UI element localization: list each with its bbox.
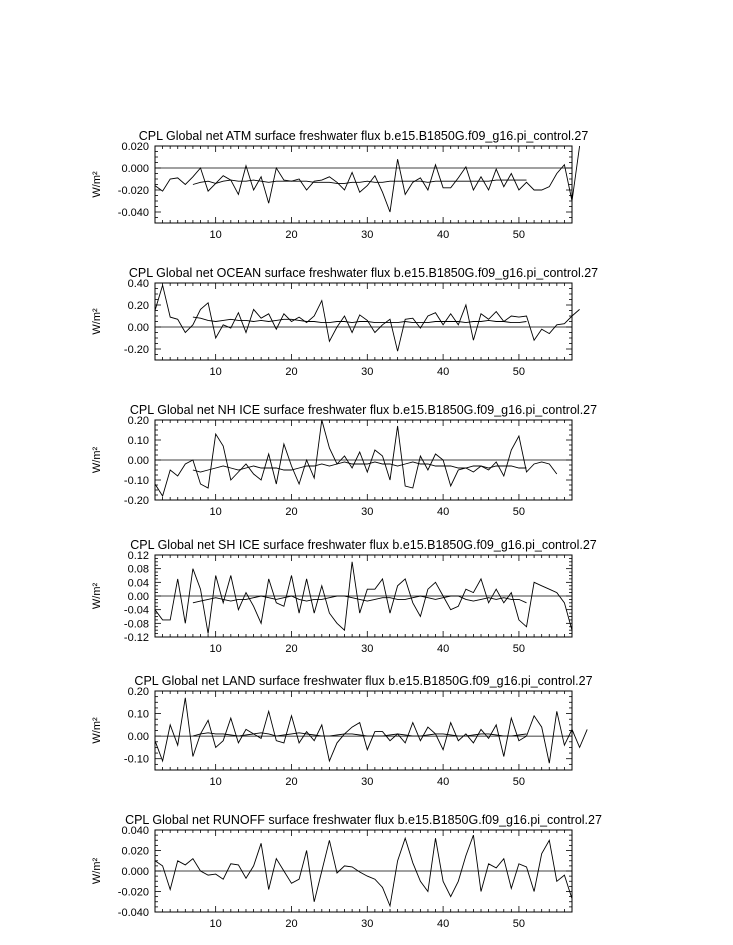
x-tick-label: 20	[285, 366, 298, 378]
series-line-running-mean	[193, 596, 527, 603]
x-tick-label: 30	[361, 643, 374, 655]
y-axis-label: W/m²	[91, 717, 103, 744]
y-tick-label: -0.020	[117, 185, 149, 197]
x-tick-label: 50	[512, 366, 526, 378]
x-tick-label: 10	[209, 229, 222, 241]
x-tick-label: 20	[285, 918, 298, 930]
y-tick-label: 0.040	[121, 825, 149, 837]
chart-panel-4	[91, 538, 597, 655]
y-tick-label: -0.040	[117, 207, 149, 219]
y-tick-label: 0.04	[127, 577, 149, 590]
y-tick-label: -0.12	[123, 632, 149, 644]
x-tick-label: 10	[209, 776, 222, 788]
series-line-annual	[155, 420, 557, 496]
y-tick-label: -0.020	[117, 886, 149, 899]
x-tick-label: 30	[361, 776, 374, 788]
y-tick-label: 0.10	[127, 435, 149, 447]
y-tick-label: -0.040	[117, 907, 149, 919]
y-tick-label: -0.10	[123, 753, 149, 766]
series-line-annual	[155, 698, 587, 763]
y-axis-label: W/m²	[91, 857, 103, 885]
y-tick-label: 0.10	[127, 708, 149, 721]
x-tick-label: 10	[209, 643, 222, 655]
x-tick-label: 40	[436, 776, 450, 788]
y-tick-label: -0.20	[123, 495, 149, 507]
x-tick-label: 40	[436, 918, 450, 930]
x-tick-label: 30	[361, 366, 374, 378]
y-tick-label: 0.40	[127, 278, 149, 290]
x-tick-label: 20	[285, 776, 298, 788]
plot-frame	[155, 691, 572, 770]
x-tick-label: 40	[436, 229, 450, 241]
chart-title: CPL Global net NH ICE surface freshwater flux b.e15.B1850G.f09_g16.pi_control.27	[129, 403, 598, 417]
chart-panel-5	[91, 674, 593, 788]
y-axis-label: W/m²	[91, 582, 103, 610]
x-tick-label: 40	[436, 366, 450, 378]
x-tick-label: 30	[361, 229, 374, 241]
chart-title: CPL Global net ATM surface freshwater flux b.e15.B1850G.f09_g16.pi_control.27	[138, 129, 589, 143]
x-tick-label: 50	[512, 229, 526, 241]
y-axis-label: W/m²	[91, 308, 103, 335]
y-tick-label: -0.08	[123, 618, 149, 631]
y-tick-label: 0.00	[127, 731, 149, 744]
y-tick-label: 0.20	[127, 686, 149, 698]
x-tick-label: 50	[512, 506, 526, 518]
series-line-annual	[155, 835, 572, 906]
y-axis-label: W/m²	[91, 171, 103, 198]
x-tick-label: 50	[512, 776, 526, 788]
y-tick-label: -0.04	[123, 604, 149, 617]
chart-panel-3	[91, 403, 597, 518]
y-tick-label: -0.10	[123, 475, 149, 487]
y-tick-label: -0.20	[123, 344, 149, 356]
y-tick-label: 0.00	[127, 455, 149, 467]
chart-title: CPL Global net LAND surface freshwater flux b.e15.B1850G.f09_g16.pi_control.27	[134, 674, 593, 688]
y-tick-label: 0.20	[127, 415, 149, 427]
chart-panel-1	[91, 129, 588, 241]
series-line-annual	[155, 146, 580, 212]
chart-title: CPL Global net SH ICE surface freshwater flux b.e15.B1850G.f09_g16.pi_control.27	[130, 538, 597, 552]
y-axis-label: W/m²	[91, 446, 103, 474]
chart-panel-2	[91, 266, 598, 378]
x-tick-label: 40	[436, 506, 450, 518]
chart-title: CPL Global net RUNOFF surface freshwater flux b.e15.B1850G.f09_g16.pi_control.27	[125, 813, 602, 827]
y-tick-label: 0.000	[121, 866, 149, 878]
x-tick-label: 20	[285, 506, 298, 518]
series-line-running-mean	[193, 317, 527, 323]
x-tick-label: 10	[209, 918, 222, 930]
y-tick-label: 0.08	[127, 563, 149, 576]
y-tick-label: 0.000	[121, 163, 149, 175]
x-tick-label: 50	[512, 918, 526, 930]
x-tick-label: 50	[512, 643, 526, 655]
x-tick-label: 30	[361, 918, 374, 930]
y-tick-label: 0.12	[127, 550, 149, 562]
series-line-annual	[155, 285, 580, 351]
y-tick-label: 0.00	[127, 322, 149, 334]
x-tick-label: 30	[361, 506, 374, 518]
x-tick-label: 20	[285, 643, 298, 655]
x-tick-label: 10	[209, 506, 222, 518]
x-tick-label: 20	[285, 229, 298, 241]
chart-title: CPL Global net OCEAN surface freshwater flux b.e15.B1850G.f09_g16.pi_control.27	[128, 266, 599, 280]
x-tick-label: 10	[209, 366, 222, 378]
chart-panel-6	[91, 813, 602, 930]
y-tick-label: 0.020	[121, 141, 149, 153]
y-tick-label: 0.00	[127, 591, 149, 603]
plot-frame	[155, 146, 572, 223]
y-tick-label: 0.20	[127, 300, 149, 312]
x-tick-label: 40	[436, 643, 450, 655]
y-tick-label: 0.020	[121, 845, 149, 858]
